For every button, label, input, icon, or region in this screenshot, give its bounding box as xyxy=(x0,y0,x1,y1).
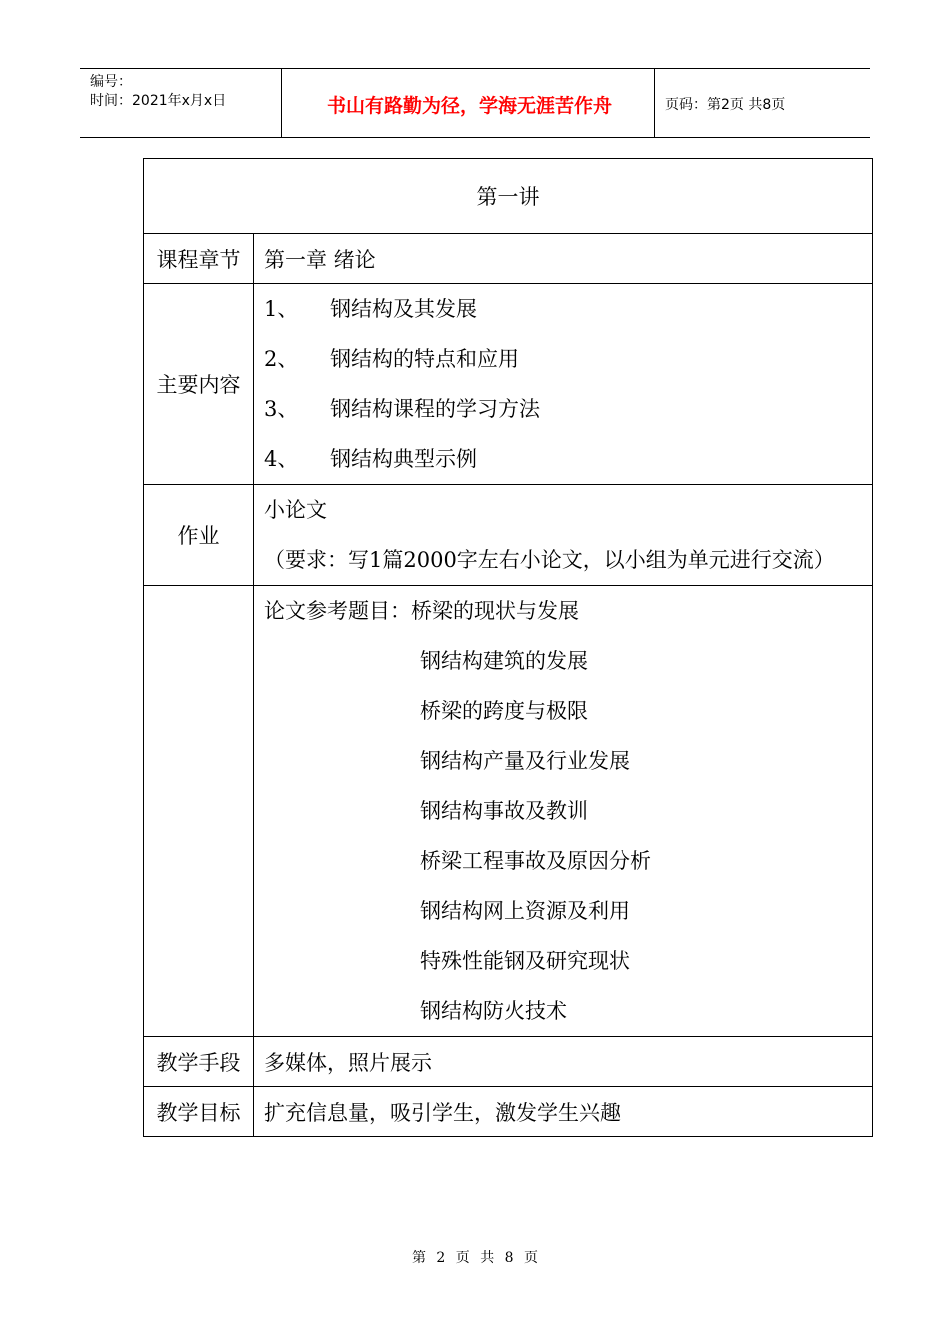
content-item xyxy=(264,384,872,434)
topics-intro: 论文参考题目：桥梁的现状与发展 xyxy=(264,599,579,623)
method-label: 教学手段 xyxy=(144,1037,254,1087)
goal-label: 教学目标 xyxy=(144,1087,254,1137)
document-header xyxy=(80,68,870,138)
chapter-value: 第一章 绪论 xyxy=(254,234,873,284)
content-item xyxy=(264,434,872,484)
homework-cell xyxy=(254,485,873,586)
topic-item: 桥梁工程事故及原因分析 xyxy=(420,849,651,873)
content-item-number: 4、 xyxy=(264,447,299,471)
header-motto: 书山有路勤为径，学海无涯苦作舟 xyxy=(326,95,612,117)
header-divider xyxy=(281,69,282,137)
content-item-number: 3、 xyxy=(264,397,299,421)
content-item-text: 钢结构典型示例 xyxy=(330,447,477,471)
header-page-info: 页码：第2页 共8页 xyxy=(665,97,786,113)
content-item-number: 1、 xyxy=(264,297,299,321)
content-list xyxy=(254,284,873,485)
topic-item: 钢结构产量及行业发展 xyxy=(420,749,630,773)
content-item xyxy=(264,284,872,334)
homework-requirement: （要求：写1篇2000字左右小论文，以小组为单元进行交流） xyxy=(264,548,835,572)
goal-value: 扩充信息量，吸引学生，激发学生兴趣 xyxy=(254,1087,873,1137)
homework-title: 小论文 xyxy=(264,498,327,522)
lecture-title: 第一讲 xyxy=(144,159,873,234)
topics-cell xyxy=(254,586,873,1037)
date-label: 时间：2021年x月x日 xyxy=(90,93,227,109)
topic-item: 钢结构建筑的发展 xyxy=(420,649,588,673)
number-label: 编号： xyxy=(90,74,132,90)
lecture-table xyxy=(143,158,873,1137)
page-footer: 第 2 页 共 8 页 xyxy=(411,1250,539,1266)
topic-item: 钢结构事故及教训 xyxy=(420,799,588,823)
topic-item: 桥梁的跨度与极限 xyxy=(420,699,588,723)
content-label: 主要内容 xyxy=(144,284,254,485)
topics-label-empty xyxy=(144,586,254,1037)
header-meta xyxy=(90,73,226,111)
content-item xyxy=(264,334,872,384)
content-item-text: 钢结构课程的学习方法 xyxy=(330,397,540,421)
content-item-text: 钢结构及其发展 xyxy=(330,297,477,321)
topic-item: 特殊性能钢及研究现状 xyxy=(420,949,630,973)
chapter-label: 课程章节 xyxy=(144,234,254,284)
homework-label: 作业 xyxy=(144,485,254,586)
topic-item: 钢结构防火技术 xyxy=(420,999,567,1023)
content-item-text: 钢结构的特点和应用 xyxy=(330,347,519,371)
topic-item: 钢结构网上资源及利用 xyxy=(420,899,630,923)
method-value: 多媒体，照片展示 xyxy=(254,1037,873,1087)
content-item-number: 2、 xyxy=(264,347,299,371)
